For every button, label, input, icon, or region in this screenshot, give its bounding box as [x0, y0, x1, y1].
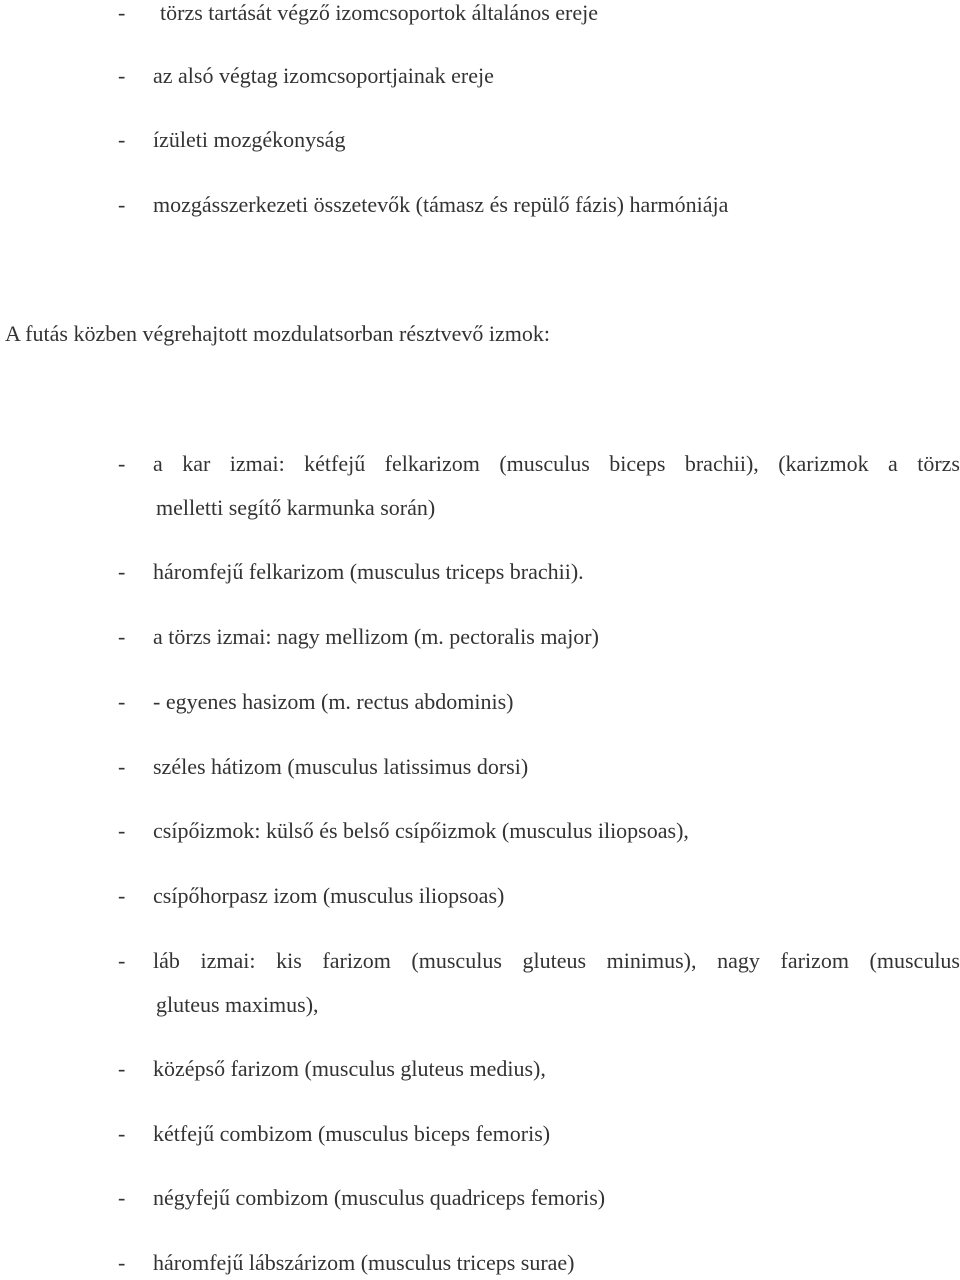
- list-item-text: a kar izmai: kétfejű felkarizom (musculus biceps brachii), (karizmok a törzs: [153, 451, 960, 476]
- bullet-dash: -: [118, 948, 126, 973]
- list-item-text: csípőizmok: külső és belső csípőizmok (musculus iliopsoas),: [153, 818, 689, 843]
- list-item-text: mozgásszerkezeti összetevők (támasz és repülő fázis) harmóniája: [153, 192, 729, 217]
- bullet-dash: -: [118, 192, 126, 217]
- bullet-dash: -: [118, 559, 126, 584]
- list-item-text: széles hátizom (musculus latissimus dorsi): [153, 754, 529, 779]
- list-item-text: gluteus maximus),: [156, 992, 319, 1017]
- list-item-text: a törzs izmai: nagy mellizom (m. pectoralis major): [153, 624, 599, 649]
- bullet-dash: -: [118, 883, 126, 908]
- list-item-text: csípőhorpasz izom (musculus iliopsoas): [153, 883, 505, 908]
- bullet-dash: -: [118, 0, 126, 25]
- list-item-text: háromfejű lábszárizom (musculus triceps surae): [153, 1250, 575, 1275]
- bullet-dash: -: [118, 1056, 126, 1081]
- bullet-dash: -: [118, 1185, 126, 1210]
- list-item-text: az alsó végtag izomcsoportjainak ereje: [153, 63, 494, 88]
- list-item-text: - egyenes hasizom (m. rectus abdominis): [153, 689, 514, 714]
- bullet-dash: -: [118, 127, 126, 152]
- list-item-text: középső farizom (musculus gluteus medius),: [153, 1056, 546, 1081]
- list-item-text: láb izmai: kis farizom (musculus gluteus minimus), nagy farizom (musculus: [153, 948, 960, 973]
- bullet-dash: -: [118, 1250, 126, 1275]
- bullet-dash: -: [118, 689, 126, 714]
- bullet-dash: -: [118, 451, 126, 476]
- list-item-text: melletti segítő karmunka során): [156, 495, 436, 520]
- list-item-text: kétfejű combizom (musculus biceps femoris): [153, 1121, 551, 1146]
- bullet-dash: -: [118, 1121, 126, 1146]
- bullet-dash: -: [118, 63, 126, 88]
- list-item-text: törzs tartását végző izomcsoportok általános ereje: [160, 0, 598, 25]
- section-intro: A futás közben végrehajtott mozdulatsorban résztvevő izmok:: [5, 321, 550, 346]
- list-item-text: háromfejű felkarizom (musculus triceps brachii).: [153, 559, 584, 584]
- list-item-text: ízületi mozgékonyság: [153, 127, 346, 152]
- bullet-dash: -: [118, 818, 126, 843]
- list-item-text: négyfejű combizom (musculus quadriceps femoris): [153, 1185, 606, 1210]
- bullet-dash: -: [118, 754, 126, 779]
- bullet-dash: -: [118, 624, 126, 649]
